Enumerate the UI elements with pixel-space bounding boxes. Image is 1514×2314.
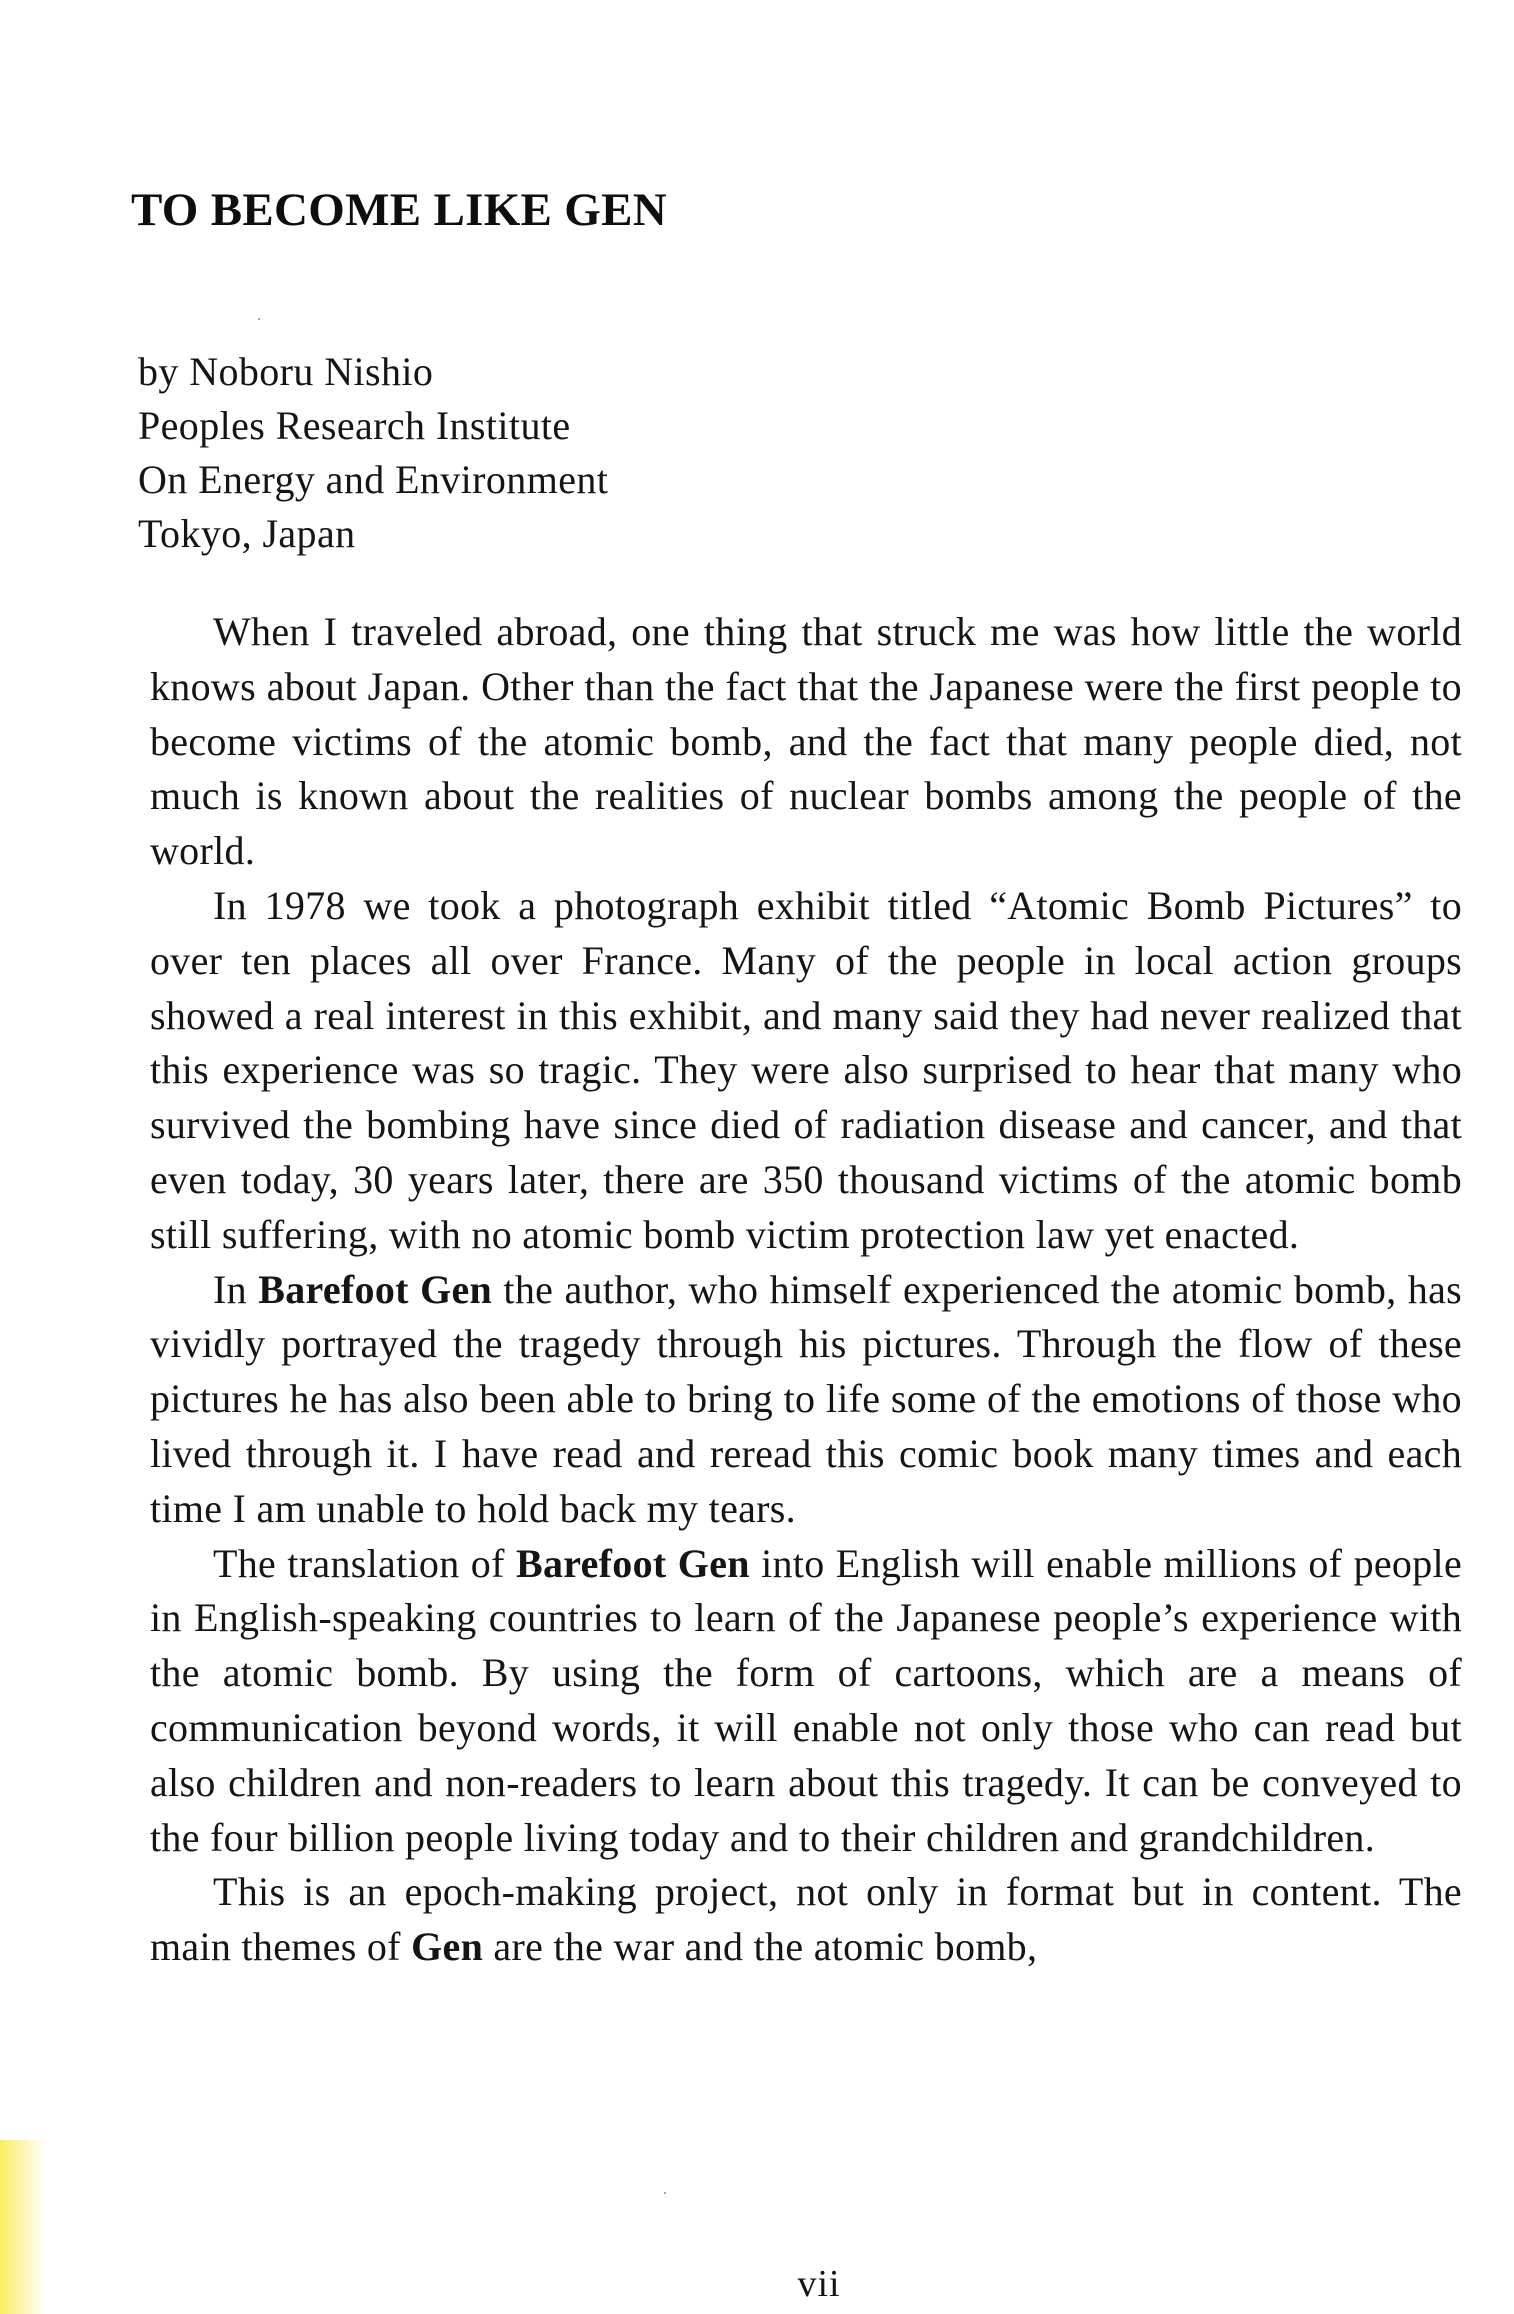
byline (138, 345, 608, 561)
page-title: TO BECOME LIKE GEN (131, 184, 668, 236)
paragraph-4-rest: into English will enable millions of people in English-speaking countries to learn of the Japanese people’s experience with the atomic bomb. By using the form of cartoons, which are a means of communication beyond words, it will enable not only those who can read but also children and non-readers to learn about this tragedy. It can be conveyed to the four billion people living today and to their children and grandchildren. (150, 1540, 1462, 1860)
book-title-gen: Gen (411, 1924, 484, 1970)
paper-speck (664, 2192, 666, 2194)
byline-org-line2: On Energy and Environment (138, 457, 609, 502)
paragraph-5-start: This is an epoch-making project, not only in format but in content. The main themes of (150, 1869, 1462, 1970)
paragraph-4-start: The translation of (213, 1540, 516, 1586)
byline-author: by Noboru Nishio (138, 349, 434, 394)
paragraph-3-start: In (213, 1266, 259, 1312)
paragraph-5-rest: are the war and the atomic bomb, (483, 1924, 1038, 1970)
book-title-barefoot-gen: Barefoot Gen (516, 1540, 750, 1586)
paragraph-3 (150, 1263, 1462, 1537)
paragraph-4 (150, 1537, 1462, 1866)
byline-org-line1: Peoples Research Institute (138, 403, 571, 448)
book-title-barefoot-gen: Barefoot Gen (258, 1266, 493, 1312)
paragraph-5 (150, 1865, 1462, 1975)
paragraph-3-rest: the author, who himself experienced the atomic bomb, has vividly portrayed the tragedy through his pictures. Through the flow of these pictures he has also been able to bring to life some of the emotions of those who lived through it. I have read and reread this comic book many times and each time I am unable to hold back my tears. (150, 1266, 1462, 1531)
page-number: vii (797, 2263, 841, 2305)
paper-edge-stain (0, 2140, 46, 2314)
paper-speck (258, 318, 260, 320)
byline-location: Tokyo, Japan (138, 511, 356, 556)
paragraph-1: When I traveled abroad, one thing that struck me was how little the world knows about Japan. Other than the fact that the Japanese were the first people to become victims of the atomic bomb, and the fact that many people died, not much is known about the realities of nuclear bombs among the people of the world. (150, 609, 1462, 874)
body-text (150, 605, 1462, 1975)
paragraph-2: In 1978 we took a photograph exhibit titled “Atomic Bomb Pictures” to over ten places all over France. Many of the people in local action groups showed a real interest in this exhibit, and many said they had never realized that this experience was so tragic. They were also surprised to hear that many who survived the bombing have since died of radiation disease and cancer, and that even today, 30 years later, there are 350 thousand victims of the atomic bomb still suffering, with no atomic bomb victim protection law yet enacted. (150, 882, 1462, 1257)
